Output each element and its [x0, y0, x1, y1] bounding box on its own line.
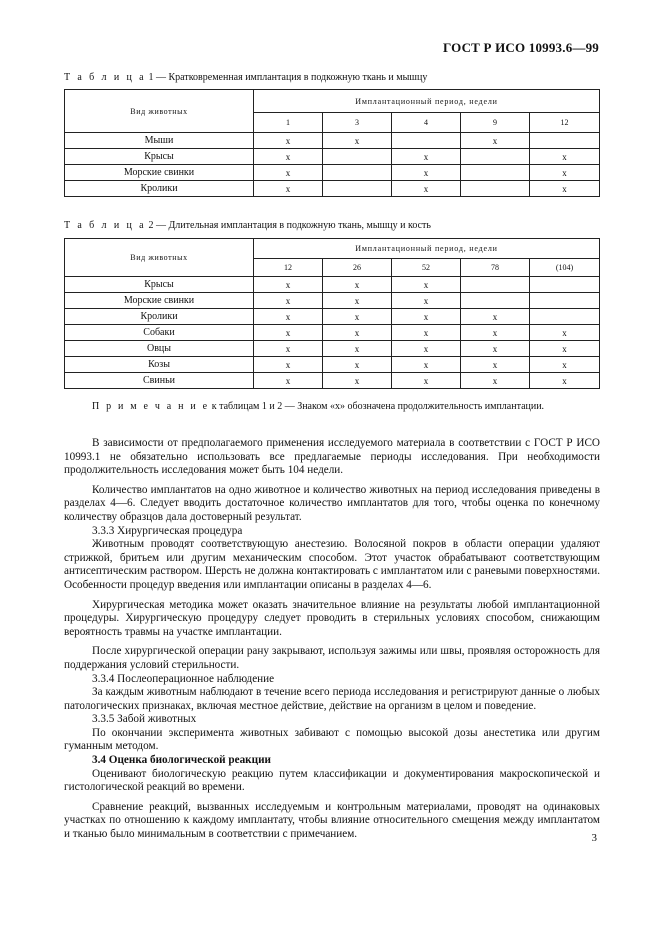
table1-mark-cell: x [461, 133, 530, 149]
table2 [64, 238, 600, 389]
table2-row [65, 357, 600, 373]
paragraph: За каждым животным наблюдают в течение всего периода исследования и регистрируют данные о любых патологических признаках, включая местное действие, действие на организм в целом и поведение. [64, 686, 600, 712]
table1-row [65, 133, 600, 149]
table2-mark-cell: x [323, 325, 392, 341]
table1-mark-cell [530, 133, 600, 149]
page-number: 3 [591, 832, 597, 844]
table2-mark-cell [461, 277, 530, 293]
table1-group-header: Имплантационный период, недели [254, 90, 600, 113]
table1-mark-cell: x [254, 149, 323, 165]
table2-mark-cell [530, 293, 600, 309]
paragraph: Сравнение реакций, вызванных исследуемым и контрольным материалами, проводят на одинаковых участках по отношению к каждому имплантату, чтобы влияние относительного смещения между имплантатом и тканью было минимальным в соответствии с примечанием. [64, 800, 600, 841]
section-heading-3-3-5: 3.3.5 Забой животных [92, 713, 197, 726]
standard-header: ГОСТ Р ИСО 10993.6—99 [442, 40, 599, 55]
note-text: к таблицам 1 и 2 — Знаком «х» обозначена продолжительность имплантации. [209, 401, 545, 412]
paragraph: После хирургической операции рану закрывают, используя зажимы или швы, проявляя осторожность для поддержания условий стерильности. [64, 645, 600, 671]
table2-mark-cell: x [530, 357, 600, 373]
table2-row [65, 293, 600, 309]
table1-caption-prefix: Т а б л и ц а [64, 72, 146, 83]
table1-mark-cell: x [392, 181, 461, 197]
table1-caption-num: 1 — [145, 72, 169, 83]
table2-mark-cell: x [323, 341, 392, 357]
table2-mark-cell: x [461, 325, 530, 341]
table1-caption [64, 72, 427, 84]
table2-mark-cell: x [392, 309, 461, 325]
table1-period-header: 1 [254, 113, 323, 133]
table2-row-header: Вид животных [65, 239, 254, 277]
table1-animal-cell: Крысы [65, 149, 254, 165]
table2-animal-cell: Собаки [65, 325, 254, 341]
table1-mark-cell [461, 181, 530, 197]
table2-animal-cell: Козы [65, 357, 254, 373]
table2-mark-cell: x [392, 293, 461, 309]
table1-row-header: Вид животных [65, 90, 254, 133]
table1-mark-cell: x [530, 149, 600, 165]
paragraph: По окончании эксперимента животных забивают с помощью высокой дозы анестетика или другим гуманным методом. [64, 726, 600, 753]
table2-mark-cell: x [461, 341, 530, 357]
table1-mark-cell: x [254, 133, 323, 149]
table2-animal-cell: Крысы [65, 277, 254, 293]
table2-period-header: 12 [254, 259, 323, 277]
table2-animal-cell: Кролики [65, 309, 254, 325]
table1-mark-cell: x [254, 165, 323, 181]
table2-mark-cell: x [323, 357, 392, 373]
table1-mark-cell [323, 165, 392, 181]
table2-mark-cell: x [461, 357, 530, 373]
tables-note [92, 401, 544, 412]
table1-mark-cell: x [392, 149, 461, 165]
table2-row [65, 309, 600, 325]
table2-mark-cell: x [392, 341, 461, 357]
table1-mark-cell: x [323, 133, 392, 149]
paragraph: Количество имплантатов на одно животное и количество животных на период исследования приведены в разделах 4—6. Следует вводить достаточное количество имплантатов для того, чтобы оценка по конечному количеству образцов дала достоверный результат. [64, 483, 600, 523]
table2-mark-cell [461, 293, 530, 309]
table1-period-header: 3 [323, 113, 392, 133]
table2-row [65, 373, 600, 389]
table1-period-header: 9 [461, 113, 530, 133]
table1-row [65, 181, 600, 197]
table2-mark-cell: x [254, 293, 323, 309]
table2-mark-cell: x [461, 373, 530, 389]
section-heading-3-3-4: 3.3.4 Послеоперационное наблюдение [92, 672, 275, 685]
table2-caption-prefix: Т а б л и ц а [64, 220, 146, 231]
table1-period-header: 12 [530, 113, 600, 133]
table1-mark-cell [323, 149, 392, 165]
table2-period-header: 52 [392, 259, 461, 277]
note-prefix: П р и м е ч а н и е [92, 401, 210, 412]
section-heading-3-3-3: 3.3.3 Хирургическая процедура [92, 524, 243, 537]
table2-caption [64, 220, 431, 232]
paragraph: Животным проводят соответствующую анестезию. Волосяной покров в области операции удаляют стрижкой, бритьем или другим механическим способом. Этот участок обрабатывают соответствующим антисептическим раствором. Шерсть не должна контактировать с имплантатом или с раневыми поверхностями. Особенности процедур введения или имплантации описаны в разделах 4—6. [64, 538, 600, 591]
table1-caption-text: Кратковременная имплантация в подкожную ткань и мышцу [168, 72, 428, 83]
table1-mark-cell [461, 149, 530, 165]
table2-mark-cell: x [254, 373, 323, 389]
table2-mark-cell: x [254, 325, 323, 341]
table1-mark-cell: x [530, 165, 600, 181]
table2-mark-cell: x [392, 325, 461, 341]
table2-caption-num: 2 — [145, 220, 169, 231]
table2-caption-text: Длительная имплантация в подкожную ткань, мышцу и кость [168, 220, 431, 231]
table2-period-header: (104) [530, 259, 600, 277]
table2-mark-cell: x [392, 373, 461, 389]
table1-mark-cell: x [254, 181, 323, 197]
table1-mark-cell: x [392, 165, 461, 181]
table1-mark-cell [392, 133, 461, 149]
table2-mark-cell: x [461, 309, 530, 325]
table1-row [65, 149, 600, 165]
table2-animal-cell: Морские свинки [65, 293, 254, 309]
table2-mark-cell [530, 277, 600, 293]
table1-mark-cell [323, 181, 392, 197]
table2-mark-cell: x [254, 309, 323, 325]
paragraph: В зависимости от предполагаемого применения исследуемого материала в соответствии с ГОСТ Р ИСО 10993.1 не обязательно использовать все предлагаемые периоды исследования. При необходимости продолжительность исследования может быть 104 недели. [64, 437, 600, 477]
table1-mark-cell [461, 165, 530, 181]
table1-animal-cell: Мыши [65, 133, 254, 149]
table2-mark-cell: x [530, 325, 600, 341]
table2-mark-cell: x [392, 357, 461, 373]
table1-mark-cell: x [530, 181, 600, 197]
table2-group-header: Имплантационный период, недели [254, 239, 600, 259]
table1-animal-cell: Кролики [65, 181, 254, 197]
table2-animal-cell: Свиньи [65, 373, 254, 389]
table1-animal-cell: Морские свинки [65, 165, 254, 181]
table2-mark-cell: x [392, 277, 461, 293]
table2-row [65, 325, 600, 341]
table2-mark-cell: x [323, 277, 392, 293]
table2-animal-cell: Овцы [65, 341, 254, 357]
table1-period-header: 4 [392, 113, 461, 133]
table2-mark-cell: x [254, 357, 323, 373]
table1 [64, 89, 600, 197]
table2-mark-cell: x [323, 373, 392, 389]
body-text [64, 437, 600, 842]
table2-mark-cell: x [323, 293, 392, 309]
table1-row [65, 165, 600, 181]
table2-mark-cell: x [254, 277, 323, 293]
table2-row [65, 341, 600, 357]
table2-mark-cell: x [530, 373, 600, 389]
table2-period-header: 78 [461, 259, 530, 277]
section-heading-3-4: 3.4 Оценка биологической реакции [92, 754, 271, 767]
table2-mark-cell: x [323, 309, 392, 325]
paragraph: Хирургическая методика может оказать значительное влияние на результаты любой имплантационной процедуры. Хирургическую процедуру следует проводить в стерильных условиях способом, снижающим вероятность травмы на участке имплантации. [64, 598, 600, 638]
table2-period-header: 26 [323, 259, 392, 277]
table2-mark-cell: x [530, 341, 600, 357]
table2-mark-cell [530, 309, 600, 325]
table2-row [65, 277, 600, 293]
table2-mark-cell: x [254, 341, 323, 357]
paragraph: Оценивают биологическую реакцию путем классификации и документирования макроскопической и гистологической реакций во времени. [64, 767, 600, 794]
